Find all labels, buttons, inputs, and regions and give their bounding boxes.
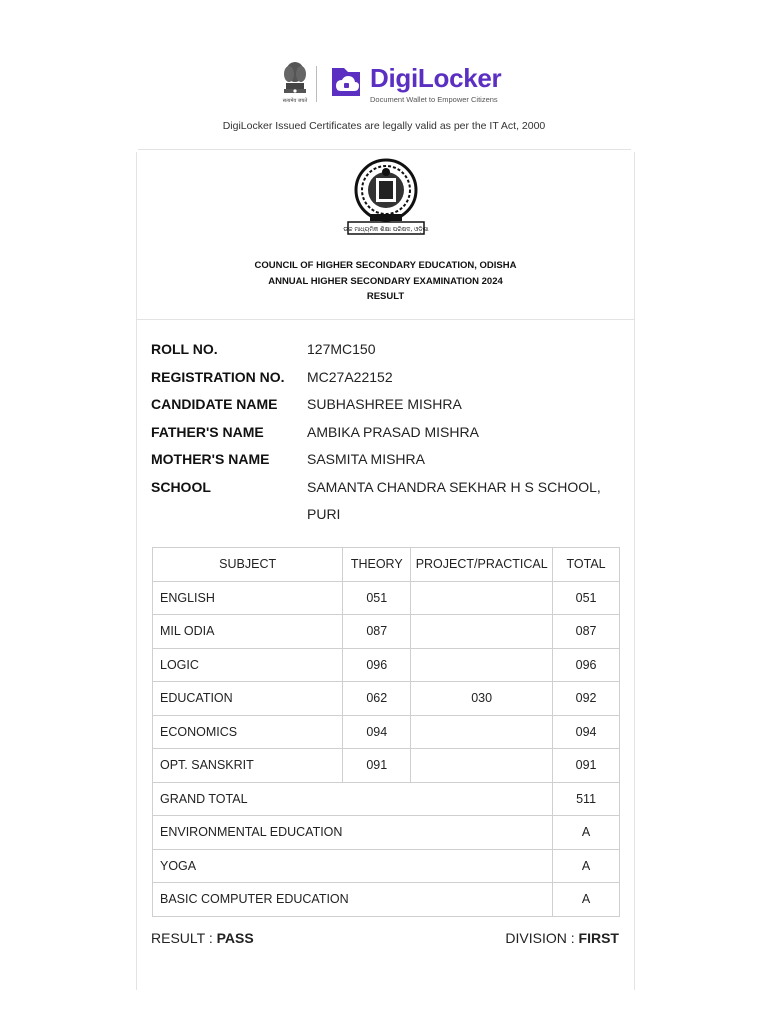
registration-no-label: REGISTRATION NO. [151, 368, 285, 385]
table-row [153, 581, 620, 615]
result-status [151, 930, 254, 946]
extra-subject-label: YOGA [153, 849, 553, 883]
subject-cell: ENGLISH [153, 581, 343, 615]
logo-separator [316, 66, 317, 102]
mother-name-label: MOTHER'S NAME [151, 451, 270, 467]
mother-name-row [151, 446, 621, 474]
father-name-value: AMBIKA PRASAD MISHRA [307, 423, 479, 440]
candidate-details [151, 336, 621, 529]
school-value: SAMANTA CHANDRA SEKHAR H S SCHOOL, PURI [307, 478, 601, 522]
table-row [153, 749, 620, 783]
theory-cell: 051 [343, 581, 411, 615]
practical-cell [411, 648, 553, 682]
extra-subject-label: ENVIRONMENTAL EDUCATION [153, 816, 553, 850]
extra-subject-grade: A [553, 849, 620, 883]
extra-subject-grade: A [553, 883, 620, 917]
practical-cell: 030 [411, 682, 553, 716]
result-card [136, 152, 635, 990]
theory-cell: 062 [343, 682, 411, 716]
grand-total-label: GRAND TOTAL [153, 782, 553, 816]
grand-total-value: 511 [553, 782, 620, 816]
exam-name: ANNUAL HIGHER SECONDARY EXAMINATION 2024 [268, 275, 503, 287]
board-seal-icon [342, 158, 430, 238]
total-cell: 087 [553, 615, 620, 649]
roll-no-row [151, 336, 621, 364]
candidate-name-value: SUBHASHREE MISHRA [307, 396, 462, 412]
mother-name-value: SASMITA MISHRA [307, 451, 425, 467]
svg-text:ଉଚ୍ଚ ମାଧ୍ୟମିକ ଶିକ୍ଷା ପରିଷଦ, ଓଡ: ଉଚ୍ଚ ମାଧ୍ୟମିକ ଶିକ୍ଷା ପରିଷଦ, ଓଡ଼ିଶା [343, 226, 429, 233]
table-row [153, 849, 620, 883]
theory-header: THEORY [343, 548, 411, 582]
practical-cell [411, 581, 553, 615]
svg-text:सत्यमेव जयते: सत्यमेव जयते [282, 98, 308, 104]
roll-no-value: 127MC150 [307, 341, 376, 357]
practical-cell [411, 749, 553, 783]
digilocker-logo-icon [328, 64, 364, 100]
total-header: TOTAL [553, 548, 620, 582]
logo-row [276, 58, 502, 108]
divider [138, 149, 631, 150]
table-row [153, 715, 620, 749]
registration-no-value: MC27A22152 [307, 368, 393, 385]
candidate-name-row [151, 391, 621, 419]
practical-header: PROJECT/PRACTICAL [411, 548, 553, 582]
theory-cell: 091 [343, 749, 411, 783]
father-name-row [151, 419, 621, 447]
practical-cell [411, 615, 553, 649]
grand-total-row [153, 782, 620, 816]
table-row [153, 615, 620, 649]
result-value: PASS [216, 930, 254, 946]
board-heading [137, 258, 634, 305]
practical-cell [411, 715, 553, 749]
extra-subject-label: BASIC COMPUTER EDUCATION [153, 883, 553, 917]
total-cell: 091 [553, 749, 620, 783]
page-header [0, 0, 768, 140]
legal-note: DigiLocker Issued Certificates are legally valid as per the IT Act, 2000 [222, 120, 546, 132]
brand-name: DigiLocker [370, 63, 502, 93]
marks-table [152, 547, 620, 917]
table-row [153, 648, 620, 682]
extra-subject-grade: A [553, 816, 620, 850]
registration-no-row [151, 364, 621, 392]
table-row [153, 816, 620, 850]
national-emblem-icon [278, 58, 312, 104]
total-cell: 051 [553, 581, 620, 615]
roll-no-label: ROLL NO. [151, 341, 218, 357]
divider [137, 319, 634, 320]
total-cell: 094 [553, 715, 620, 749]
candidate-name-label: CANDIDATE NAME [151, 396, 278, 412]
brand-tagline: Document Wallet to Empower Citizens [370, 95, 498, 104]
result-label: RESULT : [151, 930, 213, 946]
division-label: DIVISION : [505, 930, 575, 946]
subject-cell: ECONOMICS [153, 715, 343, 749]
total-cell: 096 [553, 648, 620, 682]
theory-cell: 094 [343, 715, 411, 749]
division-value: FIRST [578, 930, 619, 946]
school-label: SCHOOL [151, 478, 211, 495]
subject-cell: EDUCATION [153, 682, 343, 716]
subject-header: SUBJECT [153, 548, 343, 582]
subject-cell: LOGIC [153, 648, 343, 682]
table-header-row [153, 548, 620, 582]
result-heading: RESULT [366, 291, 405, 302]
table-row [153, 682, 620, 716]
theory-cell: 087 [343, 615, 411, 649]
theory-cell: 096 [343, 648, 411, 682]
table-row [153, 883, 620, 917]
total-cell: 092 [553, 682, 620, 716]
subject-cell: MIL ODIA [153, 615, 343, 649]
board-name: COUNCIL OF HIGHER SECONDARY EDUCATION, ODISHA [254, 260, 517, 271]
father-name-label: FATHER'S NAME [151, 423, 264, 440]
division-status [505, 930, 619, 946]
subject-cell: OPT. SANSKRIT [153, 749, 343, 783]
school-row [151, 474, 621, 529]
